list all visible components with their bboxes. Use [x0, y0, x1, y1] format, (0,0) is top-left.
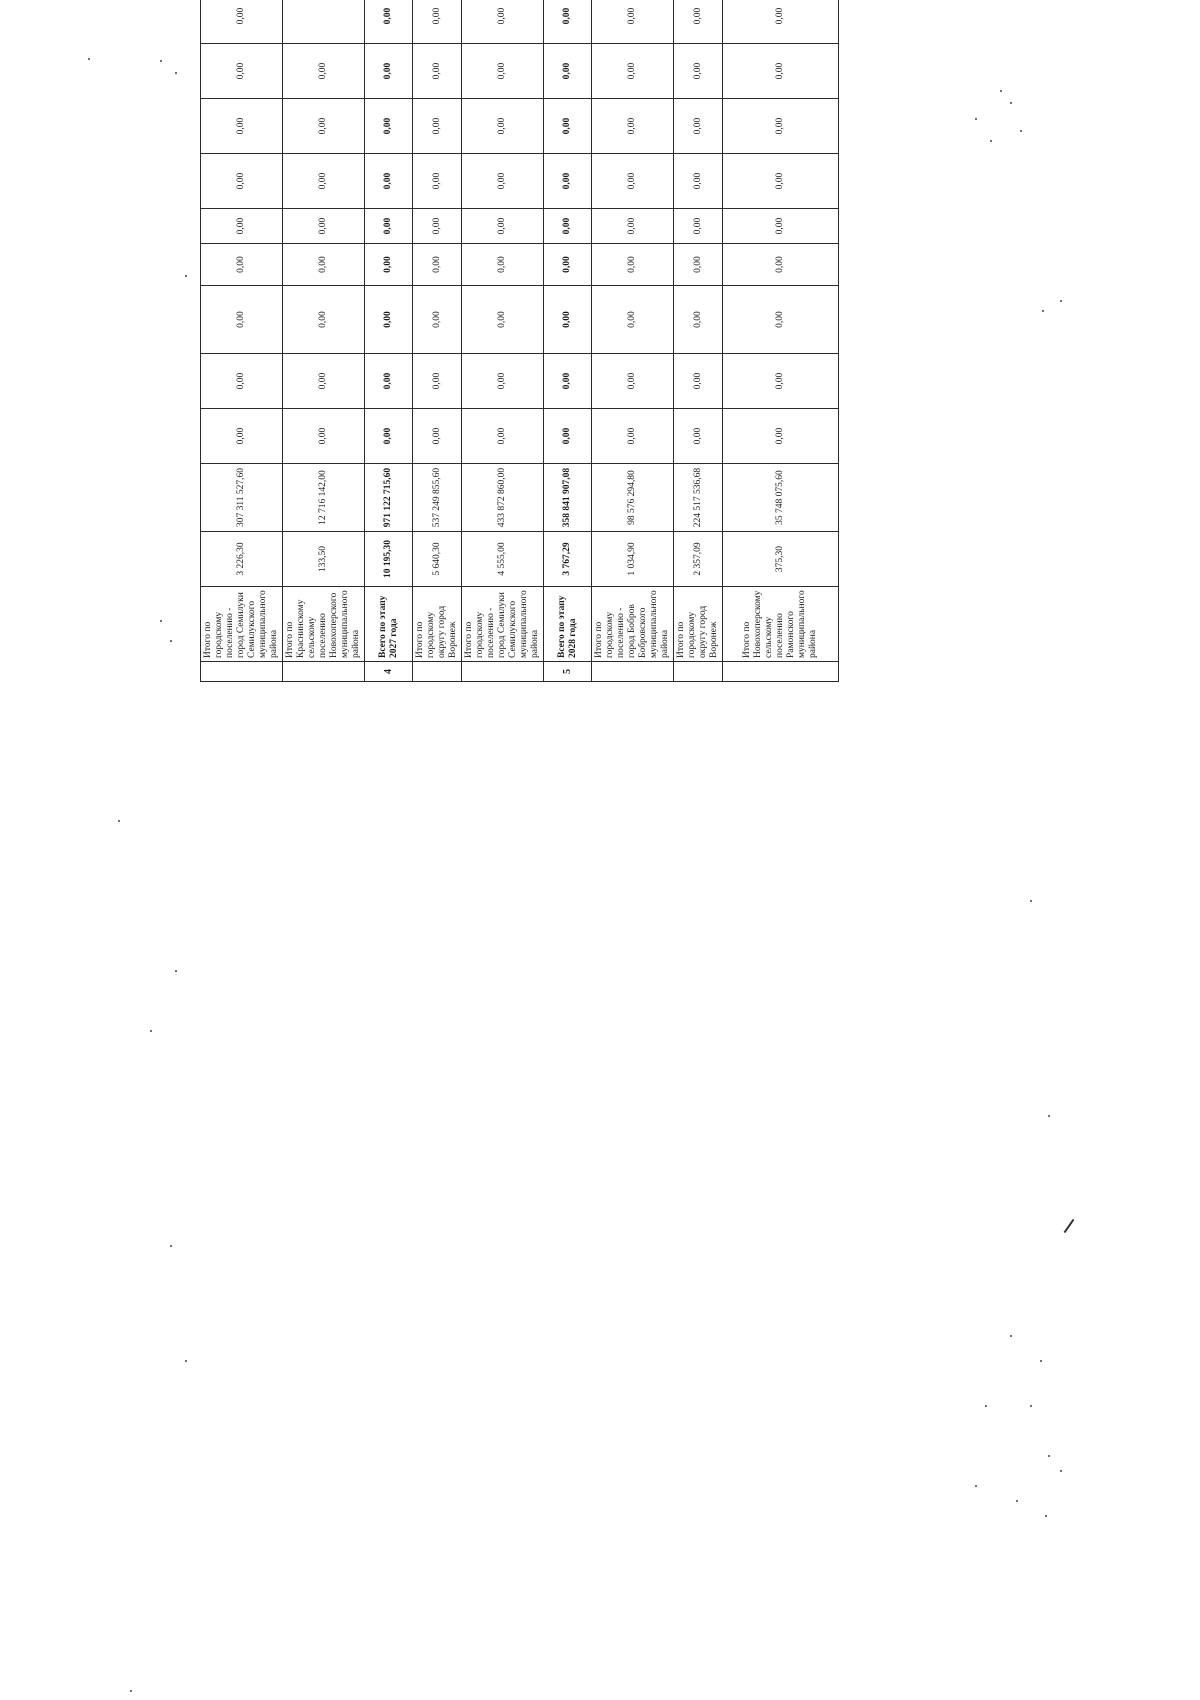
value-cell: 0,00 — [723, 354, 839, 409]
value-cell: 5 640,30 — [413, 532, 462, 587]
value-cell: 0,00 — [413, 44, 462, 99]
value-cell: 0,00 — [674, 44, 723, 99]
row-number-cell — [723, 662, 839, 682]
scan-speck — [1000, 90, 1002, 92]
value-cell: 0,00 — [544, 244, 592, 286]
value-cell: 0,00 — [283, 244, 365, 286]
row-number-cell: 4 — [365, 662, 413, 682]
scan-speck — [1042, 310, 1044, 312]
scan-speck — [118, 820, 120, 822]
value-cell: 0,00 — [592, 0, 674, 44]
scan-speck — [185, 1360, 187, 1362]
row-number-cell — [674, 662, 723, 682]
scan-speck — [990, 140, 992, 142]
value-cell: 0,00 — [283, 209, 365, 244]
value-cell: 35 748 075,60 — [723, 464, 839, 532]
scan-speck — [1020, 130, 1022, 132]
value-cell: 0,00 — [723, 244, 839, 286]
value-cell: 0,00 — [723, 99, 839, 154]
value-cell: 0,00 — [462, 99, 544, 154]
scan-speck — [1060, 1470, 1062, 1472]
value-cell: 433 872 860,00 — [462, 464, 544, 532]
value-cell: 0,00 — [201, 409, 283, 464]
value-cell: 0,00 — [592, 244, 674, 286]
scan-speck — [1040, 1360, 1042, 1362]
value-cell: 0,00 — [201, 0, 283, 44]
stage-total-row — [365, 0, 413, 682]
value-cell: 0,00 — [592, 99, 674, 154]
value-cell: 0,00 — [283, 354, 365, 409]
table-row — [592, 0, 674, 682]
value-cell: 0,00 — [592, 409, 674, 464]
value-cell: 0,00 — [365, 0, 413, 44]
value-cell: 0,00 — [283, 409, 365, 464]
value-cell: 0,00 — [365, 409, 413, 464]
scan-speck — [975, 1485, 977, 1487]
value-cell: 0,00 — [544, 99, 592, 154]
value-cell: 537 249 855,60 — [413, 464, 462, 532]
scan-speck — [160, 60, 162, 62]
value-cell: 0,00 — [592, 154, 674, 209]
row-number-cell — [283, 662, 365, 682]
row-label-cell: Итого по городскому округу город Воронеж — [674, 587, 723, 662]
value-cell: 0,00 — [462, 154, 544, 209]
value-cell: 3 767,29 — [544, 532, 592, 587]
value-cell: 0,00 — [283, 154, 365, 209]
value-cell: 0,00 — [544, 209, 592, 244]
value-cell: 0,00 — [201, 244, 283, 286]
row-number-cell — [413, 662, 462, 682]
row-number-cell — [201, 662, 283, 682]
value-cell: 358 841 907,08 — [544, 464, 592, 532]
value-cell: 1 034,90 — [592, 532, 674, 587]
value-cell: 4 555,00 — [462, 532, 544, 587]
scan-mark — [1064, 1219, 1075, 1233]
scan-speck — [88, 58, 90, 60]
value-cell: 0,00 — [674, 409, 723, 464]
value-cell: 0,00 — [674, 0, 723, 44]
scan-speck — [160, 620, 162, 622]
value-cell: 0,00 — [201, 154, 283, 209]
value-cell: 0,00 — [674, 244, 723, 286]
value-cell: 98 576 294,80 — [592, 464, 674, 532]
scan-speck — [1016, 1500, 1018, 1502]
scan-speck — [985, 1405, 987, 1407]
scan-speck — [1030, 1405, 1032, 1407]
value-cell: 0,00 — [365, 44, 413, 99]
row-label-cell: Всего по этапу 2027 года — [365, 587, 413, 662]
value-cell: 0,00 — [462, 209, 544, 244]
value-cell: 0,00 — [544, 44, 592, 99]
scan-speck — [1060, 300, 1062, 302]
value-cell: 0,00 — [413, 244, 462, 286]
value-cell: 3 226,30 — [201, 532, 283, 587]
value-cell: 0,00 — [723, 286, 839, 354]
row-label-cell: Всего по этапу 2028 года — [544, 587, 592, 662]
table-row — [413, 0, 462, 682]
value-cell: 12 716 142,00 — [283, 464, 365, 532]
value-cell: 0,00 — [413, 409, 462, 464]
value-cell: 0,00 — [365, 354, 413, 409]
value-cell: 0,00 — [674, 99, 723, 154]
value-cell: 0,00 — [723, 154, 839, 209]
table-row — [201, 0, 283, 682]
scan-speck — [170, 1245, 172, 1247]
table-row — [462, 0, 544, 682]
value-cell: 0,00 — [544, 409, 592, 464]
row-label-cell: Итого по городскому поселению - город Бобров Бобровского муниципального района — [592, 587, 674, 662]
value-cell: 0,00 — [413, 99, 462, 154]
row-label-cell: Итого по городскому поселению - город Семилуки Семилукского муниципального района — [201, 587, 283, 662]
value-cell: 0,00 — [462, 286, 544, 354]
row-number-cell — [592, 662, 674, 682]
value-cell: 0,00 — [365, 209, 413, 244]
value-cell: 0,00 — [544, 286, 592, 354]
value-cell: 0,00 — [283, 99, 365, 154]
value-cell: 0,00 — [365, 286, 413, 354]
value-cell: 0,00 — [365, 154, 413, 209]
scan-speck — [130, 1690, 132, 1692]
value-cell: 0,00 — [592, 286, 674, 354]
scan-speck — [175, 970, 177, 972]
value-cell: 10 195,30 — [365, 532, 413, 587]
value-cell: 0,00 — [723, 44, 839, 99]
value-cell: 0,00 — [592, 354, 674, 409]
value-cell: 0,00 — [365, 244, 413, 286]
data-table — [200, 0, 839, 682]
value-cell: 0,00 — [462, 0, 544, 44]
scan-speck — [150, 1030, 152, 1032]
value-cell: 0,00 — [413, 154, 462, 209]
value-cell: 0,00 — [283, 44, 365, 99]
value-cell: 0,00 — [413, 286, 462, 354]
value-cell: 307 311 527,60 — [201, 464, 283, 532]
rotated-table-frame — [200, 7, 820, 1657]
value-cell: 0,00 — [462, 409, 544, 464]
scan-speck — [1048, 1455, 1050, 1457]
row-label-cell: Итого по Новохоперскому сельскому поселению Рамонского муниципального района — [723, 587, 839, 662]
value-cell: 0,00 — [592, 44, 674, 99]
scan-speck — [1010, 102, 1012, 104]
value-cell: 224 517 536,68 — [674, 464, 723, 532]
table-row — [283, 0, 365, 682]
scan-speck — [1045, 1515, 1047, 1517]
value-cell: 0,00 — [674, 354, 723, 409]
value-cell: 0,00 — [283, 286, 365, 354]
scan-speck — [975, 118, 977, 120]
value-cell: 0,00 — [723, 0, 839, 44]
table-row — [674, 0, 723, 682]
value-cell: 0,00 — [592, 209, 674, 244]
row-label-cell: Итого по городскому округу город Воронеж — [413, 587, 462, 662]
row-number-cell: 5 — [544, 662, 592, 682]
row-label-cell: Итого по Краснинскому сельскому поселению Новохоперского муниципального района — [283, 587, 365, 662]
value-cell: 0,00 — [462, 44, 544, 99]
value-cell: 0,00 — [544, 154, 592, 209]
value-cell: 2 357,09 — [674, 532, 723, 587]
value-cell: 0,00 — [413, 0, 462, 44]
value-cell: 375,30 — [723, 532, 839, 587]
value-cell: 0,00 — [201, 209, 283, 244]
value-cell: 0,00 — [544, 354, 592, 409]
value-cell: 133,50 — [283, 532, 365, 587]
stage-total-row — [544, 0, 592, 682]
scan-speck — [1048, 1115, 1050, 1117]
row-label-cell: Итого по городскому поселению - город Семилуки Семилукского муниципального района — [462, 587, 544, 662]
value-cell: 0,00 — [201, 286, 283, 354]
value-cell: 0,00 — [462, 244, 544, 286]
value-cell: 0,00 — [201, 44, 283, 99]
scan-speck — [185, 275, 187, 277]
table-row — [723, 0, 839, 682]
value-cell: 0,00 — [674, 286, 723, 354]
value-cell: 0,00 — [723, 409, 839, 464]
scan-speck — [175, 72, 177, 74]
value-cell: 0,00 — [201, 354, 283, 409]
value-cell: 0,00 — [544, 0, 592, 44]
scan-speck — [170, 640, 172, 642]
value-cell: 0,00 — [674, 209, 723, 244]
scan-speck — [1010, 1335, 1012, 1337]
value-cell: 0,00 — [365, 99, 413, 154]
value-cell: 0,00 — [413, 209, 462, 244]
value-cell: 971 122 715,60 — [365, 464, 413, 532]
value-cell: 0,00 — [674, 154, 723, 209]
value-cell — [283, 0, 365, 44]
value-cell: 0,00 — [462, 354, 544, 409]
row-number-cell — [462, 662, 544, 682]
value-cell: 0,00 — [723, 209, 839, 244]
value-cell: 0,00 — [413, 354, 462, 409]
value-cell: 0,00 — [201, 99, 283, 154]
scan-speck — [1030, 900, 1032, 902]
